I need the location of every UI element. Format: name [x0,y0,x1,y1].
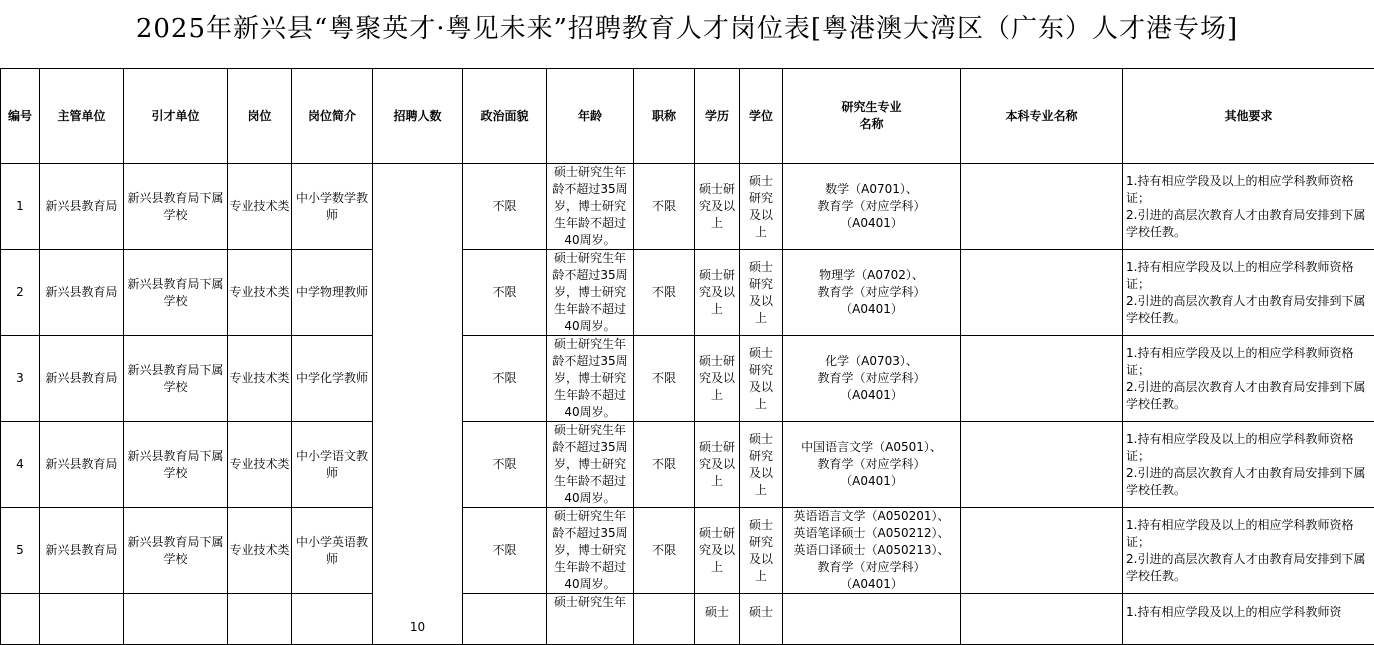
cell-degree: 硕士研究及以上 [740,508,783,594]
cell-degree: 硕士研究及以上 [740,164,783,250]
cell-dept: 新兴县教育局 [40,508,124,594]
cell-edu: 硕士研究及以上 [695,336,740,422]
cell-edu: 硕士研究及以上 [695,422,740,508]
cell-no: 1 [1,164,40,250]
header-intro: 岗位简介 [292,69,373,164]
cell-title: 不限 [634,250,695,336]
header-other: 其他要求 [1123,69,1374,164]
table-row [1,250,1374,336]
cell-other: 1.持有相应学段及以上的相应学科教师资格证； 2.引进的高层次教育人才由教育局安排到下属学校任教。 [1123,508,1374,594]
header-row [1,69,1374,164]
cell-post: 专业技术类 [228,422,292,508]
cell-politics: 不限 [463,336,547,422]
cell-grad-major: 英语语言文学（A050201）、 英语笔译硕士（A050212）、 英语口译硕士（A050213）、 教育学（对应学科） （A0401） [783,508,961,594]
cell-dept: 新兴县教育局 [40,336,124,422]
header-degree: 学位 [740,69,783,164]
cell-other: 1.持有相应学段及以上的相应学科教师资格证； 2.引进的高层次教育人才由教育局安排到下属学校任教。 [1123,422,1374,508]
cell-intro: 中小学语文教师 [292,422,373,508]
cell-title: 不限 [634,336,695,422]
header-no: 编号 [1,69,40,164]
table-row [1,422,1374,508]
cell-other: 1.持有相应学段及以上的相应学科教师资格证； 2.引进的高层次教育人才由教育局安排到下属学校任教。 [1123,250,1374,336]
cell-politics: 不限 [463,422,547,508]
header-age: 年龄 [547,69,634,164]
cell-grad-major: 中国语言文学（A0501）、 教育学（对应学科） （A0401） [783,422,961,508]
header-count: 招聘人数 [373,69,463,164]
cell-grad-major [783,594,961,645]
table-row [1,508,1374,594]
cell-degree: 硕士 [740,594,783,645]
cell-title [634,594,695,645]
cell-ug-major [961,336,1123,422]
table-row [1,336,1374,422]
cell-post: 专业技术类 [228,250,292,336]
cell-edu: 硕士研究及以上 [695,508,740,594]
cell-unit: 新兴县教育局下属学校 [124,164,228,250]
cell-other: 1.持有相应学段及以上的相应学科教师资格证； 2.引进的高层次教育人才由教育局安排到下属学校任教。 [1123,164,1374,250]
cell-age: 硕士研究生年 [547,594,634,645]
cell-edu: 硕士研究及以上 [695,164,740,250]
table-row-partial [1,594,1374,645]
cell-intro: 中小学英语教师 [292,508,373,594]
header-dept: 主管单位 [40,69,124,164]
cell-no: 5 [1,508,40,594]
cell-politics: 不限 [463,508,547,594]
cell-intro: 中学化学教师 [292,336,373,422]
cell-age: 硕士研究生年龄不超过35周岁，博士研究生年龄不超过40周岁。 [547,422,634,508]
header-post: 岗位 [228,69,292,164]
page-title: 2025年新兴县“粤聚英才·粤见未来”招聘教育人才岗位表[粤港澳大湾区（广东）人才港专场] [0,0,1374,58]
cell-degree: 硕士研究及以上 [740,422,783,508]
cell-ug-major [961,422,1123,508]
cell-age: 硕士研究生年龄不超过35周岁，博士研究生年龄不超过40周岁。 [547,508,634,594]
cell-other: 1.持有相应学段及以上的相应学科教师资格证； 2.引进的高层次教育人才由教育局安排到下属学校任教。 [1123,336,1374,422]
cell-age: 硕士研究生年龄不超过35周岁，博士研究生年龄不超过40周岁。 [547,164,634,250]
header-unit: 引才单位 [124,69,228,164]
cell-dept [40,594,124,645]
cell-dept: 新兴县教育局 [40,250,124,336]
cell-unit [124,594,228,645]
cell-post: 专业技术类 [228,336,292,422]
cell-ug-major [961,164,1123,250]
cell-unit: 新兴县教育局下属学校 [124,508,228,594]
cell-unit: 新兴县教育局下属学校 [124,422,228,508]
cell-age: 硕士研究生年龄不超过35周岁，博士研究生年龄不超过40周岁。 [547,250,634,336]
cell-degree: 硕士研究及以上 [740,250,783,336]
cell-edu: 硕士研究及以上 [695,250,740,336]
cell-politics: 不限 [463,250,547,336]
cell-post: 专业技术类 [228,164,292,250]
cell-dept: 新兴县教育局 [40,422,124,508]
cell-post: 专业技术类 [228,508,292,594]
cell-title: 不限 [634,164,695,250]
cell-degree: 硕士研究及以上 [740,336,783,422]
header-grad-major: 研究生专业 名称 [783,69,961,164]
header-title: 职称 [634,69,695,164]
cell-no [1,594,40,645]
cell-no: 4 [1,422,40,508]
cell-edu: 硕士 [695,594,740,645]
header-edu: 学历 [695,69,740,164]
cell-title: 不限 [634,422,695,508]
cell-grad-major: 化学（A0703）、 教育学（对应学科） （A0401） [783,336,961,422]
cell-ug-major [961,508,1123,594]
cell-ug-major [961,594,1123,645]
cell-age: 硕士研究生年龄不超过35周岁，博士研究生年龄不超过40周岁。 [547,336,634,422]
cell-other: 1.持有相应学段及以上的相应学科教师资 [1123,594,1374,645]
table-row [1,164,1374,250]
cell-unit: 新兴县教育局下属学校 [124,250,228,336]
cell-grad-major: 数学（A0701）、 教育学（对应学科） （A0401） [783,164,961,250]
cell-intro: 中小学数学教师 [292,164,373,250]
recruitment-table [0,68,1374,645]
header-politics: 政治面貌 [463,69,547,164]
cell-grad-major: 物理学（A0702）、 教育学（对应学科） （A0401） [783,250,961,336]
cell-politics [463,594,547,645]
cell-post [228,594,292,645]
cell-politics: 不限 [463,164,547,250]
cell-dept: 新兴县教育局 [40,164,124,250]
cell-recruit-count: 10 [373,164,463,645]
cell-unit: 新兴县教育局下属学校 [124,336,228,422]
cell-no: 3 [1,336,40,422]
header-ug-major: 本科专业名称 [961,69,1123,164]
cell-ug-major [961,250,1123,336]
cell-title: 不限 [634,508,695,594]
cell-no: 2 [1,250,40,336]
cell-intro: 中学物理教师 [292,250,373,336]
cell-intro [292,594,373,645]
